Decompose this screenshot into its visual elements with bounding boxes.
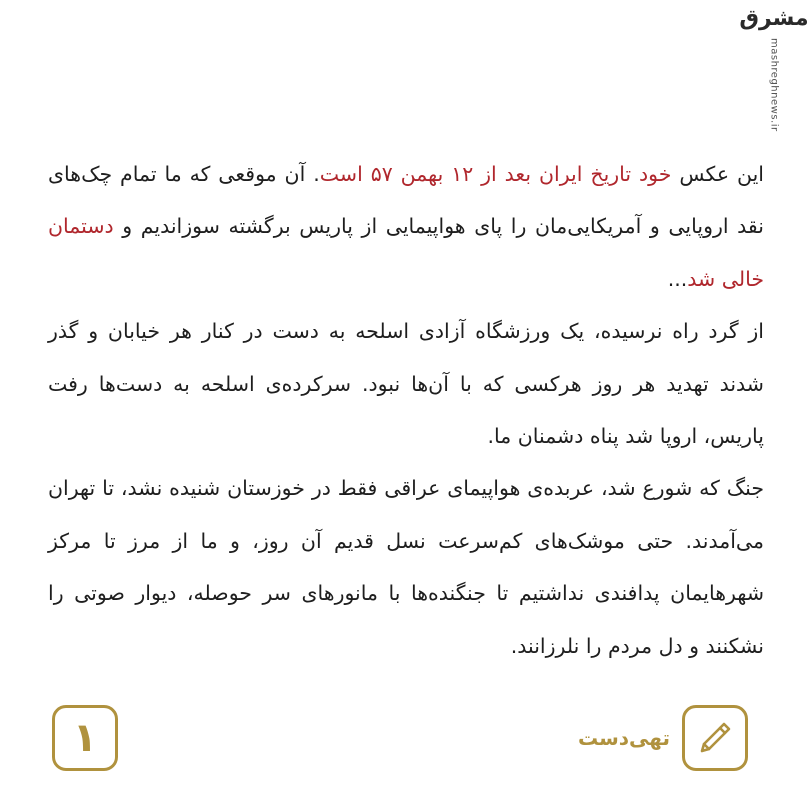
paragraph-3: جنگ که شورع شد، عربده‌ی هواپیمای عراقی فقط در خوزستان شنیده نشد، تا تهران می‌آمدند. حتی موشک‌های کم‌سرعت نسل قدیم آن روز، و ما از مرز تا مرکز شهرهایمان پدافندی نداشتیم تا جنگنده‌ها با مانورهای سر حوصله، دیوار صوتی را نشکنند و دل مردم را نلرزانند.	[48, 476, 764, 658]
paragraph-1	[48, 148, 764, 305]
highlight-date: خود تاریخ ایران بعد از ۱۲ بهمن ۵۷ است	[319, 162, 672, 186]
watermark-logo: مشرق	[739, 6, 809, 31]
paragraph-1-text-b: . آن موقعی که ما تمام چک‌های نقد اروپایی و آمریکایی‌مان را پای هواپیمایی از پاریس برگشته سوزاندیم و	[48, 162, 764, 239]
paragraph-1-text-a: این عکس	[671, 162, 764, 186]
watermark-url: mashreghnews.ir	[768, 38, 780, 132]
paragraph-1-ellipsis: ...	[667, 266, 688, 291]
pencil-icon	[682, 705, 748, 771]
highlight-empty-hand: دستمان خالی شد	[48, 214, 764, 291]
watermark	[739, 6, 809, 168]
brand-name: تهی‌دست	[577, 726, 670, 750]
article-body	[48, 148, 764, 672]
brand	[578, 705, 748, 771]
paragraph-2: از گرد راه نرسیده، یک ورزشگاه آزادی اسلحه به دست در کنار هر خیابان و گذر شدند تهدید هر روز هرکسی که با آن‌ها نبود. سرکرده‌ی اسلحه به دست‌ها رفت پاریس، اروپا شد پناه دشمنان ما.	[48, 319, 764, 449]
page-number: ۱	[72, 715, 98, 761]
page-number-badge	[52, 705, 118, 771]
